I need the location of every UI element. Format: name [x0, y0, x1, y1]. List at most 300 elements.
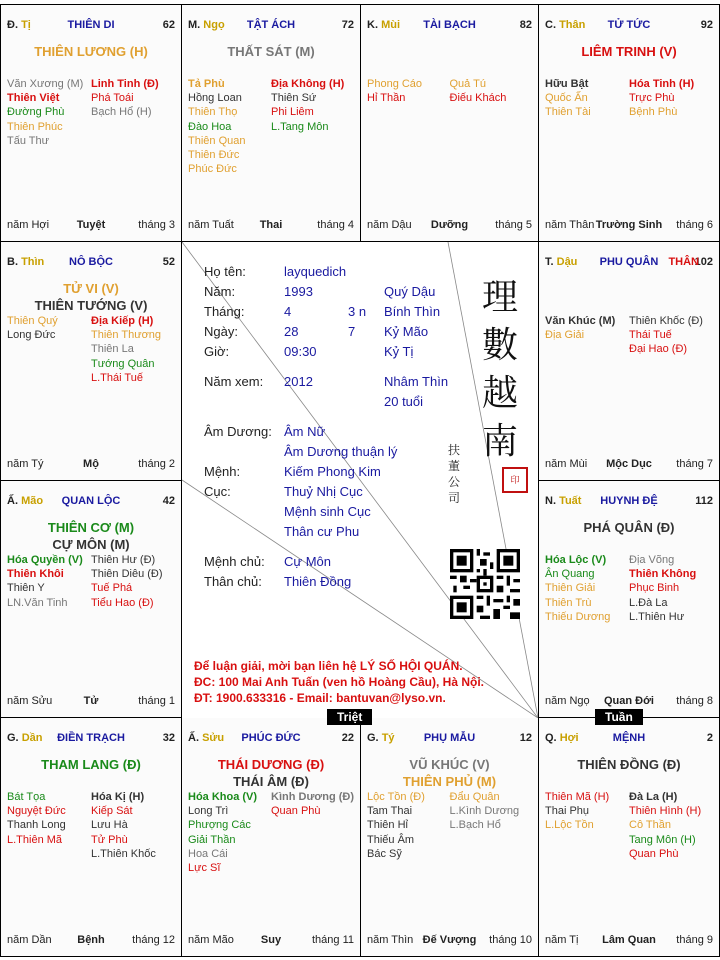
- minor-star[interactable]: Đào Hoa: [188, 120, 232, 133]
- minor-star[interactable]: Quả Tú: [449, 78, 486, 90]
- minor-star[interactable]: Đường Phù: [7, 106, 65, 119]
- palace-stem: G.: [7, 732, 19, 744]
- minor-star[interactable]: Đà La (H): [629, 791, 678, 803]
- minor-stars-right: [629, 790, 701, 861]
- minor-star[interactable]: L.Tang Môn: [271, 120, 329, 133]
- day-lunar: 7: [348, 324, 356, 339]
- minor-star[interactable]: Thiên Hư (Đ): [91, 554, 156, 566]
- minor-star[interactable]: Thiên Đức: [188, 149, 240, 162]
- minor-star[interactable]: L.Đà La: [629, 596, 668, 609]
- minor-stars-left: [545, 553, 610, 624]
- minor-star[interactable]: Thiên Trù: [545, 596, 592, 609]
- name-value: layquedich: [284, 264, 347, 279]
- palace-phase: Trường Sinh: [595, 219, 663, 231]
- palace-year: năm Dậu: [367, 219, 412, 231]
- minor-stars-left: [7, 553, 83, 610]
- palace-dau[interactable]: [538, 241, 720, 481]
- palace-name: TẬT ÁCH: [246, 19, 296, 31]
- minor-star[interactable]: Hồng Loan: [188, 92, 242, 105]
- minor-star[interactable]: Thiên Mã (H): [545, 791, 610, 803]
- palace-phase: Mộ: [83, 458, 99, 470]
- palace-year: năm Tị: [545, 934, 579, 946]
- minor-star[interactable]: Hoa Cái: [188, 847, 228, 860]
- palace-name: PHÚC ĐỨC: [241, 732, 301, 744]
- contact-address: ĐC: 100 Mai Anh Tuấn (ven hồ Hoàng Cầu), Hà Nội.: [194, 675, 485, 689]
- palace-branch: Thìn: [21, 256, 45, 268]
- palace-month: tháng 8: [676, 695, 713, 707]
- palace-name: PHỤ MẪU: [423, 732, 476, 744]
- main-star[interactable]: THIÊN TƯỚNG (V): [34, 298, 148, 313]
- palace-name: TỬ TỨC: [607, 19, 651, 31]
- day-canchi: Kỷ Mão: [384, 324, 429, 339]
- palace-age: 82: [519, 19, 532, 31]
- palace-header: [7, 256, 175, 270]
- minor-stars-left: [7, 314, 58, 342]
- palace-month: tháng 12: [132, 934, 175, 946]
- palace-name: THIÊN DI: [67, 19, 115, 31]
- minor-star[interactable]: Lộc Tồn (Đ): [367, 791, 425, 803]
- minor-star[interactable]: Thái Tuế: [629, 329, 672, 342]
- palace-footer: [7, 695, 175, 709]
- minor-star[interactable]: Hóa Lộc (V): [545, 554, 607, 566]
- menhchu-value: Cự Môn: [284, 554, 331, 569]
- than-indicator: THÂN: [668, 256, 699, 268]
- month-value: 4: [284, 304, 292, 319]
- main-star[interactable]: THIÊN PHỦ (M): [402, 774, 497, 789]
- palace-age: 92: [700, 19, 713, 31]
- palace-phase: Tử: [83, 695, 99, 707]
- palace-age: 22: [341, 732, 354, 744]
- minor-stars-left: [545, 314, 615, 342]
- palace-footer: [545, 695, 713, 709]
- palace-header: [545, 732, 713, 746]
- palace-than[interactable]: [538, 4, 720, 242]
- main-stars: [539, 43, 719, 60]
- day-label: Ngày:: [204, 324, 238, 339]
- main-stars: [182, 43, 360, 60]
- minor-stars-left: [188, 790, 257, 875]
- minor-star[interactable]: Văn Xương (M): [7, 78, 84, 90]
- tuan-mark: Tuần: [595, 709, 643, 725]
- contact-phone-email[interactable]: ĐT: 1900.633316 - Email: bantuvan@lyso.vn.: [194, 691, 446, 705]
- palace-header: [7, 495, 175, 509]
- palace-dan[interactable]: [0, 717, 182, 957]
- minor-star[interactable]: Thiếu Âm: [367, 833, 415, 846]
- minor-star[interactable]: Thiên Hỉ: [367, 819, 408, 832]
- minor-star[interactable]: Đại Hao (Đ): [629, 343, 688, 356]
- minor-star[interactable]: Bát Tọa: [7, 791, 46, 803]
- minor-star[interactable]: Lưu Hà: [91, 819, 128, 832]
- palace-name: PHU QUÂN: [599, 256, 659, 268]
- palace-header: [367, 19, 532, 33]
- minor-star[interactable]: Phúc Đức: [188, 163, 237, 176]
- month-canchi: Bính Thìn: [384, 304, 441, 319]
- palace-header: [188, 19, 354, 33]
- minor-star[interactable]: Nguyệt Đức: [7, 805, 66, 818]
- main-stars: [539, 756, 719, 773]
- company-seal-text: 扶董公司: [448, 443, 461, 505]
- minor-star[interactable]: Cô Thần: [629, 819, 671, 832]
- palace-footer: [188, 219, 354, 233]
- main-stars: [1, 280, 181, 314]
- contact-line-1: Để luận giải, mời bạn liên hệ LÝ SỐ HỘI QUÁN.: [194, 659, 463, 673]
- palace-year: năm Tý: [7, 458, 44, 470]
- minor-star[interactable]: L.Thiên Mã: [7, 833, 63, 846]
- palace-footer: [7, 219, 175, 233]
- palace-stem: T.: [545, 256, 554, 268]
- palace-month: tháng 9: [676, 934, 713, 946]
- minor-star[interactable]: Phong Cáo: [367, 78, 423, 90]
- palace-header: [367, 732, 532, 746]
- minor-star[interactable]: Long Đức: [7, 329, 56, 342]
- minor-star[interactable]: Hóa Kị (H): [91, 791, 145, 803]
- minor-star[interactable]: Thiên Thọ: [188, 106, 238, 119]
- palace-month: tháng 1: [138, 695, 175, 707]
- menh-value: Kiếm Phong Kim: [284, 464, 381, 479]
- view-year-value: 2012: [284, 374, 313, 389]
- palace-footer: [188, 934, 354, 948]
- minor-stars-right: [271, 77, 344, 134]
- minor-star[interactable]: Lực Sĩ: [188, 862, 221, 875]
- minor-star[interactable]: Quốc Ấn: [545, 92, 588, 105]
- palace-phase: Mộc Dục: [606, 458, 652, 470]
- minor-star[interactable]: L.Kình Dương: [449, 805, 520, 818]
- minor-star[interactable]: Tấu Thư: [7, 134, 50, 147]
- palace-stem: C.: [545, 19, 556, 31]
- minor-star[interactable]: Phi Liêm: [271, 106, 314, 119]
- view-year-label: Năm xem:: [204, 374, 264, 389]
- palace-name: HUYNH ĐỆ: [600, 495, 658, 507]
- minor-star[interactable]: L.Lộc Tồn: [545, 819, 594, 832]
- minor-star[interactable]: Hóa Tinh (H): [629, 78, 695, 90]
- palace-name: ĐIỀN TRẠCH: [57, 732, 125, 744]
- minor-star[interactable]: L.Thiên Hư: [629, 610, 685, 623]
- minor-star[interactable]: Thiếu Dương: [545, 610, 611, 623]
- minor-star[interactable]: Hữu Bật: [545, 78, 589, 90]
- main-stars: [1, 756, 181, 773]
- palace-age: 102: [694, 256, 713, 268]
- palace-age: 12: [519, 732, 532, 744]
- year-canchi: Quý Dậu: [384, 284, 436, 299]
- minor-stars-right: [450, 77, 507, 105]
- palace-thin[interactable]: [0, 241, 182, 481]
- palace-ti[interactable]: [0, 4, 182, 242]
- palace-age: 52: [162, 256, 175, 268]
- minor-stars-right: [629, 314, 703, 357]
- minor-stars-left: [7, 790, 66, 847]
- main-star[interactable]: THAM LANG (Đ): [41, 757, 141, 772]
- main-star[interactable]: PHÁ QUÂN (Đ): [583, 520, 675, 535]
- thanchu-value: Thiên Đồng: [284, 574, 352, 589]
- month-label: Tháng:: [204, 304, 245, 319]
- minor-star[interactable]: Phục Binh: [629, 582, 680, 595]
- minor-star[interactable]: Thiên La: [91, 343, 134, 356]
- palace-phase: Bệnh: [77, 934, 105, 946]
- minor-star[interactable]: Ân Quang: [545, 568, 595, 581]
- minor-star[interactable]: Tướng Quân: [91, 357, 155, 370]
- cuc-note-2: Thân cư Phu: [284, 524, 360, 539]
- minor-star[interactable]: Địa Kiếp (H): [91, 315, 154, 327]
- palace-stem: G.: [367, 732, 379, 744]
- minor-star[interactable]: Thai Phụ: [545, 805, 590, 818]
- year-value: 1993: [284, 284, 313, 299]
- palace-phase: Thai: [259, 219, 283, 231]
- minor-star[interactable]: Tang Môn (H): [629, 833, 696, 846]
- palace-header: [545, 19, 713, 33]
- minor-star[interactable]: Địa Võng: [629, 554, 675, 566]
- view-year-age: 20 tuổi: [384, 394, 424, 409]
- hour-canchi: Kỷ Tị: [384, 344, 414, 359]
- minor-star[interactable]: Hóa Quyền (V): [7, 554, 83, 566]
- amduong-label: Âm Dương:: [204, 424, 272, 439]
- minor-star[interactable]: Thiên Phúc: [7, 120, 63, 133]
- main-stars: [361, 756, 538, 790]
- minor-star[interactable]: L.Thái Tuế: [91, 371, 143, 384]
- main-stars: [1, 43, 181, 60]
- red-seal: 印: [502, 467, 528, 493]
- palace-age: 32: [162, 732, 175, 744]
- palace-footer: [545, 219, 713, 233]
- view-year-canchi: Nhâm Thìn: [384, 374, 449, 389]
- cuc-label: Cục:: [204, 484, 231, 499]
- minor-star[interactable]: L.Bạch Hổ: [449, 819, 501, 832]
- cuc-value: Thuỷ Nhị Cục: [284, 484, 363, 499]
- main-star[interactable]: CỰ MÔN (M): [52, 537, 130, 552]
- main-star[interactable]: THÁI DƯƠNG (Đ): [217, 757, 325, 772]
- palace-header: [545, 256, 713, 270]
- minor-stars-right: [271, 790, 354, 818]
- palace-footer: [7, 458, 175, 472]
- triet-mark: Triệt: [327, 709, 372, 725]
- amduong-value: Âm Nữ: [284, 424, 326, 439]
- minor-star[interactable]: Kình Dương (Đ): [271, 791, 354, 803]
- minor-stars-right: [629, 553, 696, 624]
- palace-age: 112: [695, 495, 713, 507]
- palace-footer: [7, 934, 175, 948]
- palace-header: [7, 732, 175, 746]
- palace-month: tháng 4: [317, 219, 354, 231]
- minor-star[interactable]: Thiên Quý: [7, 315, 58, 327]
- palace-phase: Suy: [260, 934, 282, 946]
- minor-stars-left: [367, 790, 425, 861]
- minor-star[interactable]: Tả Phù: [188, 78, 225, 90]
- palace-age: 72: [341, 19, 354, 31]
- minor-star[interactable]: Bác Sỹ: [367, 847, 402, 860]
- palace-suu[interactable]: [181, 717, 361, 957]
- month-lunar: 3 n: [348, 304, 367, 319]
- palace-stem: Ấ.: [7, 495, 18, 507]
- palace-phase: Đế Vượng: [422, 934, 477, 946]
- minor-star[interactable]: Thiên Thương: [91, 329, 162, 342]
- main-star[interactable]: THIÊN ĐỒNG (Đ): [577, 757, 681, 772]
- minor-stars-left: [545, 77, 591, 120]
- minor-star[interactable]: Thanh Long: [7, 819, 66, 832]
- main-star[interactable]: VŨ KHÚC (V): [409, 757, 490, 772]
- palace-stem: Ấ.: [188, 732, 199, 744]
- palace-month: tháng 5: [495, 219, 532, 231]
- main-star[interactable]: THIÊN CƠ (M): [47, 520, 135, 535]
- palace-branch: Tuất: [559, 495, 582, 507]
- main-star[interactable]: LIÊM TRINH (V): [581, 44, 677, 59]
- main-stars: [182, 756, 360, 790]
- main-star[interactable]: THIÊN LƯƠNG (H): [34, 44, 148, 59]
- palace-branch: Mùi: [381, 19, 401, 31]
- minor-star[interactable]: Trực Phù: [629, 92, 675, 105]
- palace-mui[interactable]: [360, 4, 539, 242]
- palace-branch: Dậu: [556, 256, 578, 268]
- palace-branch: Hợi: [559, 732, 579, 744]
- palace-header: [545, 495, 713, 509]
- minor-star[interactable]: LN.Văn Tinh: [7, 596, 68, 609]
- main-stars: [1, 519, 181, 553]
- palace-year: năm Mão: [188, 934, 234, 946]
- minor-star[interactable]: Thiên Quan: [188, 134, 246, 147]
- palace-stem: K.: [367, 19, 378, 31]
- minor-stars-right: [91, 314, 161, 385]
- palace-branch: Thân: [559, 19, 586, 31]
- minor-stars-right: [450, 790, 520, 833]
- minor-star[interactable]: Kiếp Sát: [91, 805, 133, 818]
- palace-month: tháng 11: [311, 934, 354, 946]
- palace-name: TÀI BẠCH: [423, 19, 476, 31]
- minor-star[interactable]: Thiên Y: [7, 582, 45, 595]
- minor-star[interactable]: Địa Không (H): [271, 78, 345, 90]
- palace-footer: [545, 458, 713, 472]
- palace-branch: Mão: [21, 495, 44, 507]
- minor-star[interactable]: Quan Phù: [629, 847, 679, 860]
- amduong-note: Âm Dương thuận lý: [284, 444, 398, 459]
- minor-star[interactable]: Thiên Sứ: [271, 92, 317, 105]
- palace-stem: M.: [188, 19, 201, 31]
- palace-month: tháng 3: [138, 219, 175, 231]
- main-stars: [539, 519, 719, 536]
- minor-star[interactable]: Giải Thần: [188, 833, 236, 846]
- minor-star[interactable]: Bạch Hổ (H): [91, 106, 152, 119]
- palace-ngo[interactable]: [181, 4, 361, 242]
- minor-star[interactable]: Phá Toái: [91, 92, 134, 105]
- palace-year: năm Mùi: [545, 458, 588, 470]
- minor-star[interactable]: Thiên Tài: [545, 106, 591, 119]
- minor-star[interactable]: Hóa Khoa (V): [188, 791, 258, 803]
- main-star[interactable]: THÁI ÂM (Đ): [233, 774, 309, 789]
- palace-phase: Tuyệt: [76, 219, 106, 231]
- palace-tuat[interactable]: [538, 480, 720, 718]
- minor-star[interactable]: Long Trì: [188, 805, 229, 818]
- minor-star[interactable]: Tam Thai: [367, 805, 413, 818]
- palace-name: QUAN LỘC: [61, 495, 121, 507]
- palace-header: [7, 19, 175, 33]
- palace-stem: Đ.: [7, 19, 18, 31]
- palace-phase: Dưỡng: [430, 219, 469, 231]
- palace-name: NÔ BỘC: [69, 256, 113, 268]
- palace-stem: N.: [545, 495, 556, 507]
- palace-age: 62: [162, 19, 175, 31]
- minor-star[interactable]: Thiên Không: [629, 568, 697, 581]
- palace-footer: [367, 219, 532, 233]
- minor-stars-left: [7, 77, 83, 148]
- hour-value: 09:30: [284, 344, 317, 359]
- minor-star[interactable]: Thiên Giải: [545, 582, 596, 595]
- minor-stars-right: [91, 790, 156, 861]
- palace-stem: B.: [7, 256, 18, 268]
- minor-star[interactable]: Tuế Phá: [91, 582, 133, 595]
- day-value: 28: [284, 324, 299, 339]
- minor-star[interactable]: Quan Phù: [271, 805, 321, 818]
- palace-year: năm Ngọ: [545, 695, 590, 707]
- palace-hoi[interactable]: [538, 717, 720, 957]
- palace-phase: Lâm Quan: [602, 934, 656, 946]
- name-label: Họ tên:: [204, 264, 246, 279]
- minor-star[interactable]: Thiên Khốc (Đ): [629, 315, 703, 327]
- palace-branch: Tị: [21, 19, 31, 31]
- minor-star[interactable]: Thiên Khôi: [7, 568, 64, 581]
- palace-age: 42: [162, 495, 175, 507]
- menhchu-label: Mệnh chủ:: [204, 554, 265, 569]
- minor-star[interactable]: Địa Giải: [545, 329, 585, 342]
- palace-header: [188, 732, 354, 746]
- minor-star[interactable]: Hỉ Thần: [367, 92, 406, 105]
- hour-label: Giờ:: [204, 344, 230, 359]
- palace-phase: Quan Đới: [604, 695, 654, 707]
- palace-stem: Q.: [545, 732, 557, 744]
- center-info-panel: [182, 242, 538, 718]
- minor-stars-right: [629, 77, 694, 120]
- minor-star[interactable]: Văn Khúc (M): [545, 315, 616, 327]
- menh-label: Mệnh:: [204, 464, 241, 479]
- palace-ty[interactable]: [360, 717, 539, 957]
- palace-mao[interactable]: [0, 480, 182, 718]
- year-label: Năm:: [204, 284, 236, 299]
- minor-star[interactable]: Linh Tinh (Đ): [91, 78, 159, 90]
- palace-branch: Ngọ: [203, 19, 225, 31]
- palace-year: năm Tuất: [188, 219, 234, 231]
- minor-star[interactable]: L.Thiên Khốc: [91, 847, 156, 860]
- qr-code-icon[interactable]: [450, 549, 520, 619]
- calligraphy-logo: 理數越南: [481, 277, 518, 462]
- minor-star[interactable]: Thiên Việt: [7, 92, 60, 105]
- minor-star[interactable]: Thiên Diêu (Đ): [91, 568, 163, 581]
- minor-star[interactable]: Tiểu Hao (Đ): [91, 596, 154, 609]
- palace-month: tháng 2: [138, 458, 175, 470]
- minor-star[interactable]: Phượng Các: [188, 819, 251, 832]
- palace-branch: Dần: [21, 732, 43, 744]
- palace-year: năm Sửu: [7, 695, 53, 707]
- minor-stars-right: [91, 77, 159, 120]
- palace-name: MỆNH: [612, 732, 646, 744]
- cuc-note-1: Mệnh sinh Cục: [284, 504, 371, 519]
- minor-stars-left: [188, 77, 245, 176]
- palace-branch: Sửu: [202, 732, 225, 744]
- palace-month: tháng 7: [676, 458, 713, 470]
- minor-stars-right: [91, 553, 163, 610]
- palace-year: năm Thìn: [367, 934, 414, 946]
- palace-age: 2: [706, 732, 713, 744]
- minor-star[interactable]: Bệnh Phù: [629, 106, 678, 119]
- minor-stars-left: [545, 790, 609, 833]
- palace-year: năm Thân: [545, 219, 595, 231]
- palace-month: tháng 6: [676, 219, 713, 231]
- main-star[interactable]: THẤT SÁT (M): [227, 44, 315, 59]
- palace-year: năm Hợi: [7, 219, 50, 231]
- minor-star[interactable]: Thiên Hình (H): [629, 805, 702, 818]
- minor-star[interactable]: Tử Phù: [91, 833, 128, 846]
- minor-stars-left: [367, 77, 422, 105]
- thanchu-label: Thân chủ:: [204, 574, 262, 589]
- palace-footer: [545, 934, 713, 948]
- minor-star[interactable]: Điếu Khách: [449, 92, 507, 105]
- minor-star[interactable]: Đẩu Quân: [449, 791, 500, 803]
- main-star[interactable]: TỬ VI (V): [63, 281, 119, 296]
